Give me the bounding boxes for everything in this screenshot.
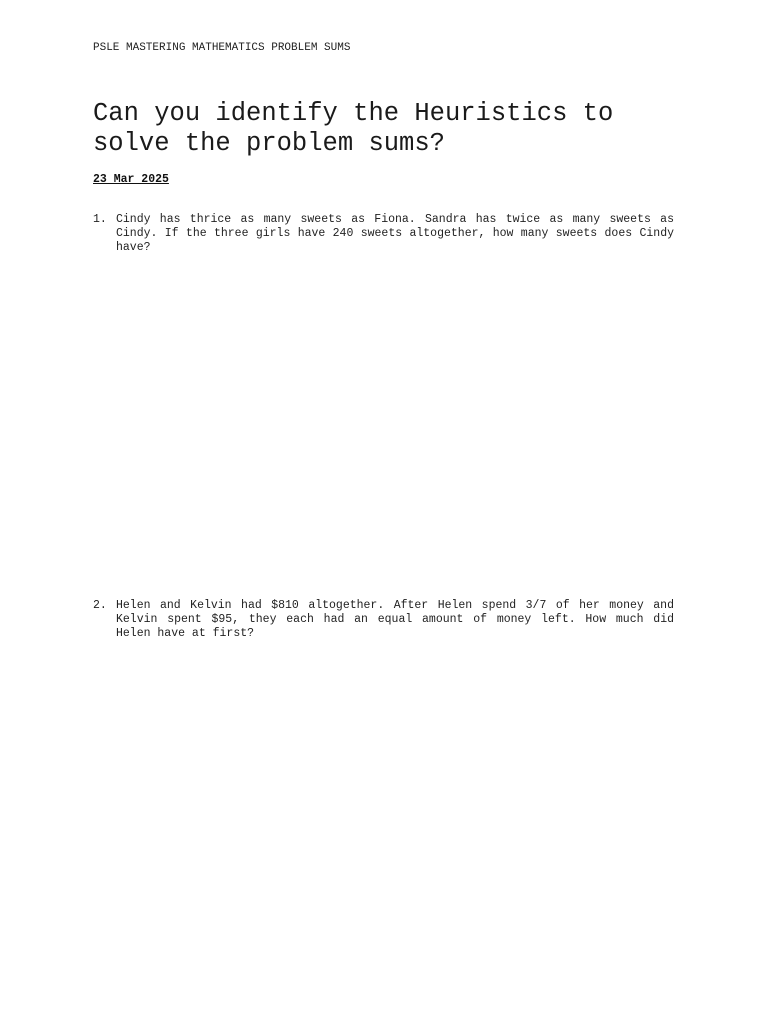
page-title: Can you identify the Heuristics to solve the problem sums? bbox=[93, 99, 614, 158]
question-number: 1. bbox=[93, 213, 107, 226]
question-item bbox=[93, 599, 674, 641]
question-text: Cindy has thrice as many sweets as Fiona. Sandra has twice as many sweets as Cindy. If the three girls have 240 sweets altogether, how many sweets does Cindy have? bbox=[116, 213, 674, 254]
question-text: Helen and Kelvin had $810 altogether. After Helen spend 3/7 of her money and Kelvin spent $95, they each had an equal amount of money left. How much did Helen have at first? bbox=[116, 599, 674, 640]
question-item bbox=[93, 213, 674, 255]
worksheet-date: 23 Mar 2025 bbox=[93, 173, 169, 186]
question-number: 2. bbox=[93, 599, 107, 612]
page-header: PSLE MASTERING MATHEMATICS PROBLEM SUMS bbox=[93, 42, 351, 54]
